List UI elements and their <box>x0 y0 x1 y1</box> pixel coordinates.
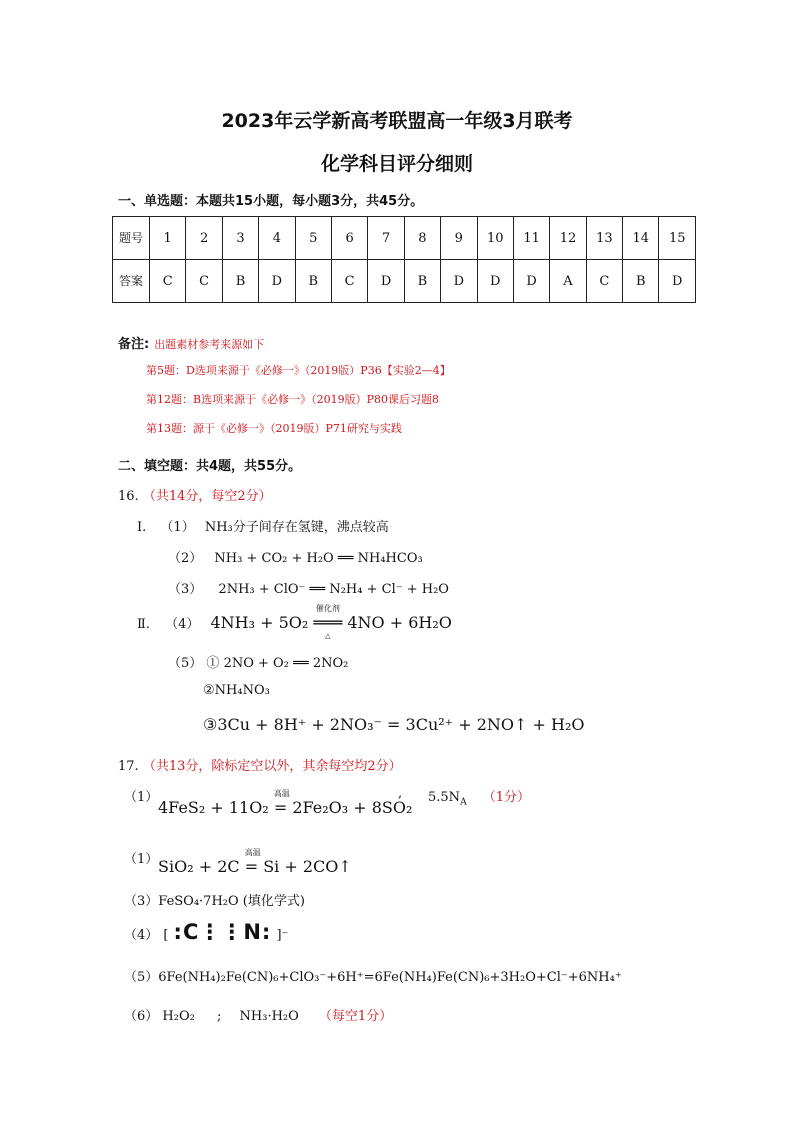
item-number: （1） <box>160 520 195 535</box>
answer-cell: D <box>368 260 404 303</box>
equation-right: 2NO₂ <box>312 656 349 671</box>
bracket-open: [ <box>163 928 169 943</box>
q17-a2-equation <box>158 848 352 876</box>
equation-right: N₂H₄ + Cl⁻ + H₂O <box>329 582 449 597</box>
reaction-condition: = 高温 <box>244 848 261 876</box>
row-label-question: 题号 <box>113 217 150 260</box>
q16-header <box>118 485 272 504</box>
item-number: （2） <box>168 551 203 566</box>
q16-a1 <box>137 516 389 535</box>
notes-label: 备注: <box>118 337 150 352</box>
bracket-close: ]⁻ <box>276 928 289 943</box>
high-temp-label: 高温 <box>273 789 290 798</box>
q17-header <box>118 755 402 774</box>
answer-cell: B <box>222 260 258 303</box>
answer-cell: D <box>659 260 696 303</box>
answer-cell: C <box>186 260 222 303</box>
equation-right: NH₄HCO₃ <box>357 551 423 566</box>
answer-cell: D <box>259 260 295 303</box>
answer-cell: B <box>295 260 331 303</box>
q16-a2 <box>168 547 423 566</box>
answer-cell: C <box>150 260 186 303</box>
q17-a3: （3）FeSO₄·7H₂O (填化学式) <box>124 894 305 909</box>
question-number: 15 <box>659 217 696 260</box>
notes-intro: 出题素材参考来源如下 <box>154 338 265 351</box>
answer-subscript: A <box>460 797 467 808</box>
catalyst-label: 催化剂 <box>315 604 340 613</box>
question-number: 2 <box>186 217 222 260</box>
note-item: 第12题：B选项来源于《必修一》（2019版）P80课后习题8 <box>146 393 439 406</box>
answer-table <box>112 216 696 303</box>
question-number: 12 <box>550 217 586 260</box>
answer-value: 5.5N <box>428 790 461 805</box>
question-number: 11 <box>513 217 549 260</box>
page-title: 2023年云学新高考联盟高一年级3月联考 <box>221 110 573 132</box>
part-label: Ⅰ. <box>137 520 147 535</box>
question-number: 3 <box>222 217 258 260</box>
q16-a5-1 <box>168 652 348 671</box>
q16-a4 <box>137 604 452 640</box>
answer-cell: B <box>623 260 659 303</box>
q17-a1-equation <box>158 789 413 817</box>
question-number: 7 <box>368 217 404 260</box>
equation-left: SiO₂ + 2C <box>158 857 240 876</box>
item-number: （4） <box>124 928 159 943</box>
heat-symbol: △ <box>325 632 331 640</box>
question-number: 6 <box>331 217 367 260</box>
answer-cell: C <box>586 260 622 303</box>
q16-a5-3: ③3Cu + 8H⁺ + 2NO₃⁻ = 3Cu²⁺ + 2NO↑ + H₂O <box>203 715 585 734</box>
equals-sign: ══ <box>293 656 309 671</box>
q17-a6 <box>124 1005 392 1024</box>
answer-cell: D <box>441 260 477 303</box>
q17-a4 <box>124 920 288 944</box>
score-note: （每空1分） <box>318 1009 393 1024</box>
q17-number: 17. <box>118 759 139 774</box>
answer-text: NH₃分子间存在氢键，沸点较高 <box>204 520 389 535</box>
equals-sign: ══ <box>337 551 354 566</box>
question-number: 14 <box>623 217 659 260</box>
item-number: （3） <box>168 582 203 597</box>
question-number: 13 <box>586 217 622 260</box>
cyanide-lewis-structure: :C⋮⋮N: <box>173 920 272 944</box>
question-number: 8 <box>404 217 440 260</box>
answer-text: H₂O₂ <box>162 1009 195 1024</box>
equation-left: 2NO + O₂ <box>223 656 289 671</box>
section1-heading: 一、单选题：本题共15小题，每小题3分，共45分。 <box>118 194 424 209</box>
q16-score: （共14分，每空2分） <box>142 489 272 504</box>
equation-left: 4FeS₂ + 11O₂ <box>158 798 269 817</box>
score-note: （1分） <box>482 790 531 805</box>
table-row-answers <box>113 260 696 303</box>
answer-cell: D <box>477 260 513 303</box>
q17-a1-extra <box>428 786 530 808</box>
high-temp-label: 高温 <box>244 848 261 857</box>
answer-cell: A <box>550 260 586 303</box>
equation-left: 4NH₃ + 5O₂ <box>210 613 309 632</box>
equation-right: Si + 2CO↑ <box>263 857 352 876</box>
equation-right: 4NO + 6H₂O <box>347 613 452 632</box>
question-number: 10 <box>477 217 513 260</box>
reaction-condition: ═══ 催化剂 △ <box>313 604 343 640</box>
answer-cell: B <box>404 260 440 303</box>
note-item: 第5题：D选项来源于《必修一》（2019版）P36【实验2—4】 <box>146 364 451 377</box>
note-item: 第13题：源于《必修一》（2019版）P71研究与实践 <box>146 422 402 435</box>
reaction-condition: = 高温 <box>273 789 290 817</box>
equation-left: NH₃ + CO₂ + H₂O <box>214 551 334 566</box>
equation-left: 2NH₃ + ClO⁻ <box>218 582 306 597</box>
circled-mark: ① <box>206 656 220 671</box>
answer-text: NH₃·H₂O <box>239 1009 299 1024</box>
equals-sign: ══ <box>309 582 326 597</box>
equation-right: 2Fe₂O₃ + 8SO₂ <box>292 798 413 817</box>
q17-a1-number: （1） <box>124 790 159 805</box>
q16-a5-2: ②NH₄NO₃ <box>203 683 270 698</box>
answer-cell: C <box>331 260 367 303</box>
q17-a5: （5）6Fe(NH₄)₂Fe(CN)₆+ClO₃⁻+6H⁺=6Fe(NH₄)Fe(CN)₆+3H₂O+Cl⁻+6NH₄⁺ <box>124 970 622 985</box>
item-number: （6） <box>124 1009 159 1024</box>
q17-a2-number: （1） <box>124 852 159 867</box>
table-row-questions <box>113 217 696 260</box>
row-label-answer: 答案 <box>113 260 150 303</box>
q17-a1-separator: , <box>398 786 403 801</box>
separator: ; <box>216 1009 222 1024</box>
question-number: 9 <box>441 217 477 260</box>
question-number: 4 <box>259 217 295 260</box>
question-number: 1 <box>150 217 186 260</box>
page-subtitle: 化学科目评分细则 <box>320 153 473 175</box>
question-number: 5 <box>295 217 331 260</box>
q16-number: 16. <box>118 489 139 504</box>
section2-heading: 二、填空题：共4题，共55分。 <box>118 459 302 474</box>
part-label: Ⅱ. <box>137 617 150 632</box>
item-number: （4） <box>165 617 200 632</box>
item-number: （5） <box>168 656 203 671</box>
answer-cell: D <box>513 260 549 303</box>
notes-block <box>118 333 264 352</box>
q16-a3 <box>168 578 449 597</box>
q17-score: （共13分，除标定空以外，其余每空均2分） <box>142 759 402 774</box>
